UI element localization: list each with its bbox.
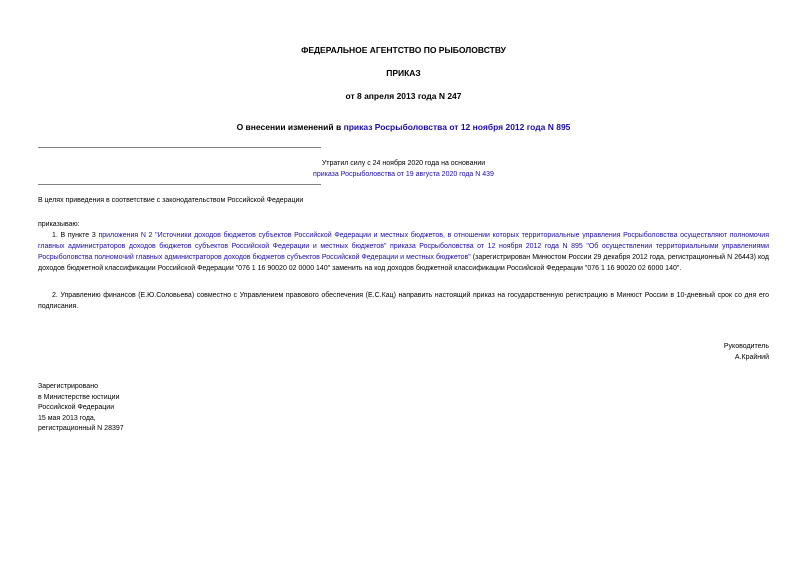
status-note: Утратил силу с 24 ноября 2020 года на основании <box>321 160 486 167</box>
paragraph-2: 2. Управлению финансов (Е.Ю.Соловьева) совместно с Управлением правового обеспечения (Е.С.Кац) направить настоящий приказ на государственную регистрацию в Минюст России в 10-дневный срок со дня его подписания. <box>38 292 769 310</box>
registration-date: 15 мая 2013 года, <box>38 414 96 422</box>
order-title-prefix: О внесении изменений в <box>236 122 344 132</box>
appendix-2-link[interactable]: приложения N 2 "Источники доходов бюджетов субъектов Российской Федерации и местных бюджетов, в отношении которых территориальные управления Росрыболовства осуществляют полномочия главных администраторов доходов бюджетов субъектов Российской Федерации и местных бюджетов" приказа Росрыболовства от 12 ноября 2012 года N 895 "Об осуществлении территориальными управлениями Росрыболовства полномочий главных администраторов доходов бюджетов субъектов Российской Федерации и местных бюджетов" <box>38 232 770 261</box>
preamble: В целях приведения в соответствие с законодательством Российской Федерации <box>38 197 304 204</box>
registration-line: Российской Федерации <box>38 404 115 412</box>
repealing-order-link[interactable]: приказа Росрыболовства от 19 августа 2020 года N 439 <box>313 171 494 178</box>
paragraph-1-end: (зарегистрирован Минюстом России 29 декабря 2012 года, регистрационный N 26443) код доходов бюджетной классификации Российской Федерации "076 1 16 90020 02 0000 140" заменить на код доходов бюджетной классификации Российской Федерации "076 1 16 90020 02 6000 140". <box>38 254 769 272</box>
paragraph-1-start: 1. В пункте 3 <box>52 232 99 239</box>
amended-order-link[interactable]: приказ Росрыболовства от 12 ноября 2012 года N 895 <box>343 122 571 132</box>
order-directive: приказываю: <box>38 221 80 228</box>
registration-line: в Министерстве юстиции <box>38 393 120 401</box>
status-note-link-line <box>0 170 807 179</box>
order-title <box>0 122 807 133</box>
registration-block <box>38 382 124 435</box>
registration-line: Зарегистрировано <box>38 383 98 390</box>
paragraph-1 <box>38 230 769 274</box>
order-date: от 8 апреля 2013 года N 247 <box>345 91 462 101</box>
status-divider-bottom <box>38 184 321 185</box>
registration-number: регистрационный N 28397 <box>38 425 124 433</box>
status-divider-top <box>38 147 321 148</box>
document-type: ПРИКАЗ <box>386 68 421 78</box>
signatory-name: А.Крайний <box>734 354 769 361</box>
agency-name: ФЕДЕРАЛЬНОЕ АГЕНТСТВО ПО РЫБОЛОВСТВУ <box>301 45 506 55</box>
signatory-title: Руководитель <box>723 343 769 350</box>
